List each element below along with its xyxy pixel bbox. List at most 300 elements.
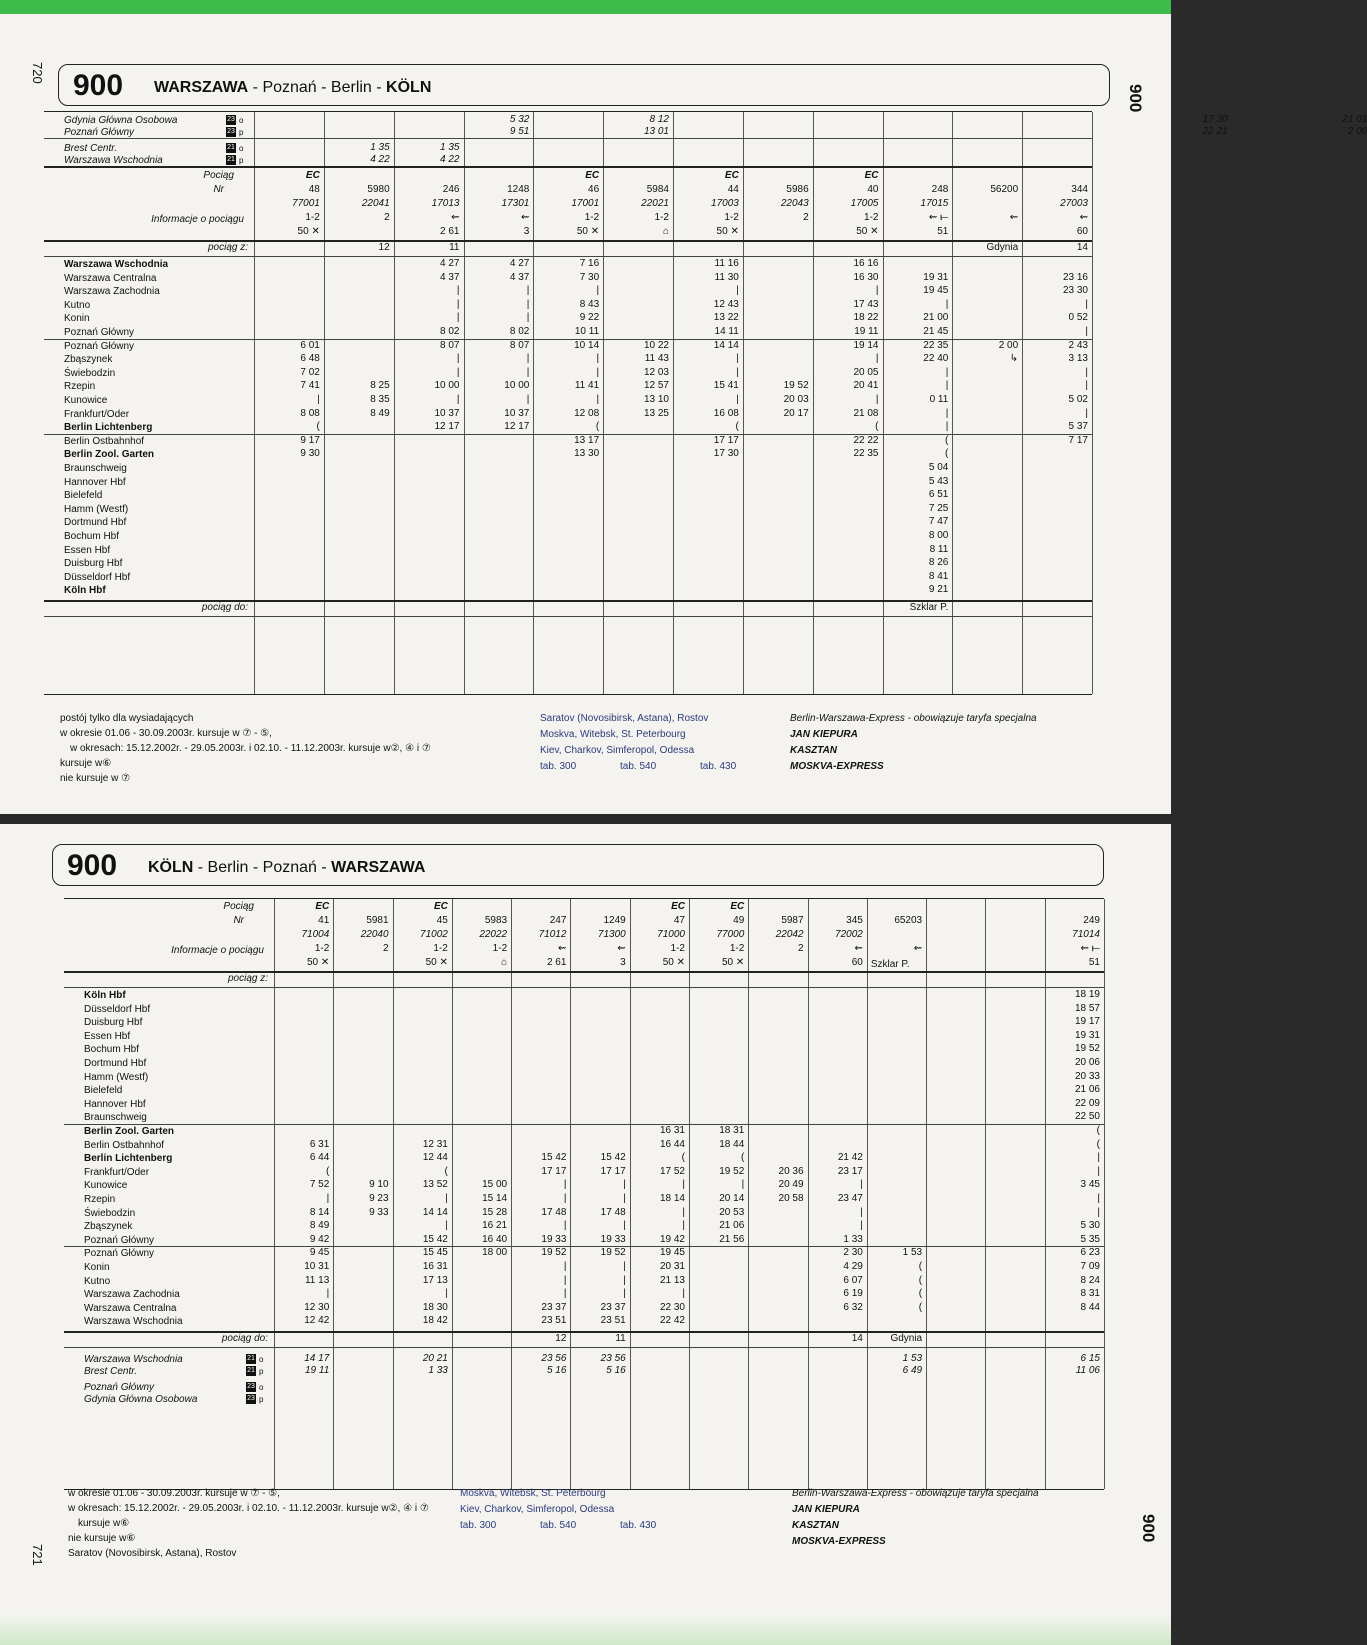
departure-time: |: [456, 353, 460, 365]
departure-time: 4 29: [843, 1261, 863, 1272]
departure-time: 18 42: [422, 1315, 448, 1327]
departure-time: 17 30: [713, 448, 739, 460]
connection-time: 13 01: [643, 126, 669, 137]
arr-dep-mark: o: [259, 1383, 264, 1392]
departure-time: 21 13: [659, 1274, 685, 1286]
table-ref-badge: 23: [227, 128, 235, 136]
departure-time: |: [623, 1274, 626, 1286]
departure-time: 20 41: [853, 380, 879, 392]
departure-time: 2 30: [843, 1247, 863, 1259]
train-category: EC: [585, 170, 600, 181]
departure-time: |: [445, 1288, 448, 1300]
departure-time: 0 52: [1068, 312, 1088, 324]
connection-station: Brest Centr.: [64, 143, 117, 154]
departure-time: |: [1097, 1165, 1100, 1177]
train-number: 5981: [366, 915, 389, 926]
station-name: Dortmund Hbf: [84, 1058, 147, 1069]
train-category: EC: [671, 901, 685, 912]
arr-dep-mark: p: [259, 1395, 264, 1404]
from-marker: 14: [1076, 242, 1088, 253]
train-class: ⇜: [1009, 212, 1019, 223]
departure-time: 19 52: [1074, 1043, 1100, 1055]
departure-time: 19 11: [854, 326, 879, 337]
departure-time: (: [918, 1261, 923, 1272]
departure-time: 21 56: [719, 1233, 745, 1245]
departure-time: |: [945, 421, 949, 433]
connection-station: Warszawa Wschodnia: [64, 155, 163, 166]
page-number: 721: [30, 1544, 45, 1566]
train-category: EC: [864, 170, 879, 181]
departure-time: (: [918, 1274, 923, 1286]
departure-time: |: [1097, 1193, 1100, 1204]
departure-time: 10 11: [574, 326, 600, 337]
departure-time: 6 31: [309, 1138, 330, 1150]
departure-time: |: [1097, 1152, 1100, 1164]
info-label: Informacje o pociągu: [171, 945, 264, 956]
departure-time: 19 33: [600, 1233, 626, 1245]
footnote: JAN KIEPURA: [790, 729, 858, 740]
train-code: 17003: [711, 198, 739, 209]
departure-time: 8 14: [309, 1206, 330, 1218]
station-name: Zbąszynek: [84, 1221, 133, 1233]
departure-time: 17 17: [541, 1165, 567, 1177]
departure-time: (: [444, 1165, 448, 1177]
departure-time: 12 03: [643, 366, 669, 378]
departure-time: 17 13: [422, 1274, 448, 1286]
departure-time: 9 23: [369, 1193, 389, 1204]
departure-time: 18 19: [1074, 989, 1100, 1000]
departure-time: (: [1096, 1138, 1100, 1150]
train-class: ⇜ ⟝: [928, 212, 949, 223]
station-name: Warszawa Centralna: [64, 272, 157, 284]
departure-time: 16 08: [713, 407, 739, 419]
departure-time: 21 00: [923, 312, 949, 324]
departure-time: 20 33: [1074, 1070, 1100, 1082]
departure-time: (: [1096, 1125, 1100, 1136]
departure-time: 15 41: [713, 380, 739, 392]
departure-time: 19 42: [659, 1233, 685, 1245]
train-code: 17013: [431, 198, 460, 209]
train-code: 71002: [420, 929, 448, 940]
departure-time: 19 52: [783, 380, 809, 392]
train-info: 50 ✕: [662, 957, 685, 968]
train-code: 22042: [775, 929, 804, 940]
train-class: ⇜: [451, 212, 460, 223]
departure-time: 5 37: [1068, 421, 1088, 433]
train-class: ⇜: [854, 943, 863, 954]
footnote: w okresach: 15.12.2002r. - 29.05.2003r. i 02.10. - 11.12.2003r. kursuje w②, ④ i ⑦: [70, 743, 431, 754]
departure-time: 10 37: [504, 407, 530, 419]
station-name: Berlin Lichtenberg: [64, 422, 153, 434]
departure-time: 18 30: [422, 1301, 448, 1313]
table-ref-badge: 23: [247, 1395, 255, 1403]
departure-time: 10 37: [434, 407, 460, 419]
departure-time: 8 44: [1080, 1301, 1100, 1313]
departure-time: |: [596, 366, 600, 378]
train-class: ⇜: [520, 212, 530, 223]
departure-time: 21 06: [719, 1220, 745, 1232]
train-info: 50 ✕: [856, 226, 879, 237]
rule: [44, 166, 1092, 168]
departure-time: 10 22: [643, 339, 669, 351]
departure-time: 14 11: [714, 326, 739, 337]
train-class: ⇜: [1079, 212, 1088, 223]
departure-time: |: [682, 1179, 685, 1191]
train-code: 17015: [920, 198, 949, 209]
departure-time: 16 21: [482, 1220, 508, 1232]
departure-time: |: [1085, 380, 1088, 392]
departure-time: 3 13: [1068, 353, 1088, 365]
departure-time: 8 35: [370, 394, 390, 405]
train-class: 1-2: [729, 943, 745, 954]
train-category: EC: [305, 170, 320, 181]
footnote: Saratov (Novosibirsk, Astana), Rostov: [540, 713, 709, 724]
table-header: [52, 844, 1104, 886]
departure-time: 7 17: [1068, 434, 1088, 446]
connection-station: Poznań Główny: [64, 127, 135, 138]
departure-time: |: [860, 1220, 863, 1232]
departure-time: |: [1085, 407, 1088, 419]
station-name: Rzepin: [84, 1194, 116, 1205]
departure-time: |: [596, 285, 600, 297]
departure-time: 8 08: [300, 407, 320, 419]
footnote: Moskva, Witebsk, St. Peterbourg: [540, 729, 686, 740]
departure-time: 5 43: [928, 475, 949, 487]
station-name: Świebodzin: [84, 1207, 136, 1219]
departure-time: 22 30: [659, 1301, 685, 1313]
station-name: Warszawa Wschodnia: [64, 259, 169, 270]
departure-time: 18 22: [853, 312, 879, 324]
departure-time: |: [736, 366, 739, 378]
to-marker: 14: [851, 1333, 863, 1344]
departure-time: 12 44: [422, 1152, 448, 1164]
departure-time: |: [563, 1179, 567, 1191]
departure-time: 13 30: [574, 448, 600, 460]
departure-time: 3 45: [1080, 1179, 1100, 1191]
departure-time: 8 07: [440, 339, 460, 351]
connection-time: 6 49: [902, 1365, 923, 1376]
footnote: nie kursuje w⑥: [68, 1533, 136, 1544]
departure-time: 15 45: [422, 1247, 448, 1259]
station-name: Berlin Ostbahnhof: [84, 1139, 165, 1151]
train-class: ⇜: [558, 943, 567, 954]
departure-time: (: [875, 421, 879, 433]
departure-time: |: [623, 1193, 626, 1204]
to-marker: 12: [555, 1333, 567, 1344]
departure-time: 8 43: [579, 298, 600, 310]
departure-time: 23 51: [541, 1315, 567, 1327]
footnote: KASZTAN: [792, 1520, 840, 1531]
departure-time: |: [456, 298, 460, 310]
station-name: Kunowice: [64, 395, 108, 406]
footnote: JAN KIEPURA: [792, 1504, 860, 1515]
departure-time: |: [623, 1179, 626, 1191]
departure-time: 11 43: [644, 353, 669, 365]
train-info: 3: [523, 226, 530, 237]
footnote: postój tylko dla wysiadających: [60, 713, 194, 724]
station-name: Kutno: [84, 1275, 111, 1287]
station-name: Essen Hbf: [64, 544, 111, 556]
departure-time: 5 30: [1080, 1220, 1100, 1232]
train-code: 22022: [479, 929, 508, 940]
station-name: Köln Hbf: [84, 990, 126, 1001]
departure-time: 19 14: [853, 339, 879, 351]
page-number: 720: [30, 62, 45, 84]
departure-time: 14 14: [713, 339, 739, 351]
departure-time: 13 25: [643, 407, 669, 419]
departure-time: 4 37: [440, 271, 460, 283]
train-info: 50 ✕: [297, 226, 320, 237]
train-number: 246: [442, 184, 460, 195]
departure-time: 18 14: [659, 1193, 685, 1204]
departure-time: |: [563, 1261, 567, 1272]
connection-time: 8 12: [649, 114, 669, 125]
train-code: 27003: [1060, 198, 1088, 209]
departure-time: |: [563, 1274, 567, 1286]
train-code: 17001: [571, 198, 600, 209]
table-ref-badge: 21: [247, 1367, 255, 1375]
departure-time: 6 32: [843, 1301, 863, 1313]
departure-time: 12 17: [504, 421, 530, 433]
train-info: 50 ✕: [722, 957, 745, 968]
departure-time: 22 22: [853, 434, 879, 446]
connection-time: 1 53: [902, 1353, 923, 1364]
departure-time: (: [918, 1288, 923, 1300]
departure-time: (: [944, 434, 949, 446]
train-number: 5986: [786, 184, 809, 195]
departure-time: |: [875, 394, 879, 405]
station-name: Poznań Główny: [64, 327, 135, 338]
station-name: Duisburg Hbf: [84, 1017, 143, 1029]
departure-time: |: [526, 298, 530, 310]
train-number: 45: [436, 915, 448, 926]
connection-time: 5 32: [509, 114, 530, 125]
departure-time: 8 41: [928, 570, 949, 582]
departure-time: |: [526, 366, 530, 378]
departure-time: 23 17: [837, 1165, 863, 1177]
connection-station: Gdynia Główna Osobowa: [84, 1394, 198, 1405]
departure-time: 23 16: [1062, 271, 1088, 283]
departure-time: 9 21: [928, 584, 949, 596]
timetable-grid: [64, 898, 1104, 1490]
departure-time: |: [623, 1288, 626, 1300]
departure-time: 9 30: [300, 448, 320, 460]
footnote: MOSKVA-EXPRESS: [792, 1536, 886, 1547]
train-code: 22041: [361, 198, 390, 209]
departure-time: 16 16: [853, 258, 879, 269]
departure-time: 15 42: [541, 1152, 567, 1164]
departure-time: |: [456, 366, 460, 378]
departure-time: 6 19: [843, 1288, 863, 1300]
nr-label: Nr: [233, 915, 244, 926]
departure-time: 20 17: [783, 407, 809, 419]
connection-time: 14 17: [304, 1353, 330, 1364]
departure-time: 22 09: [1074, 1097, 1100, 1109]
station-name: Bielefeld: [64, 490, 103, 502]
departure-time: 16 31: [422, 1261, 448, 1272]
train-info: 50 ✕: [716, 226, 739, 237]
footnote: Saratov (Novosibirsk, Astana), Rostov: [68, 1548, 237, 1559]
column-rule: [952, 112, 953, 694]
departure-time: 13 22: [713, 312, 739, 324]
departure-time: 19 31: [1074, 1029, 1100, 1041]
station-name: Warszawa Centralna: [84, 1302, 177, 1314]
train-info: 60: [1076, 226, 1088, 237]
departure-time: 20 06: [1074, 1057, 1100, 1068]
departure-time: 7 16: [579, 258, 600, 269]
departure-time: |: [623, 1261, 626, 1272]
departure-time: 12 30: [304, 1301, 330, 1313]
train-info: 50 ✕: [425, 957, 448, 968]
departure-time: 1 33: [843, 1233, 863, 1245]
departure-time: 21 42: [837, 1152, 863, 1164]
connection-time: 5 16: [546, 1365, 567, 1376]
departure-time: |: [445, 1220, 448, 1232]
departure-time: (: [316, 421, 320, 433]
arr-dep-mark: p: [239, 156, 244, 165]
departure-time: 9 42: [309, 1233, 330, 1245]
station-name: Rzepin: [64, 381, 96, 393]
arr-dep-mark: o: [239, 144, 244, 153]
departure-time: 7 02: [300, 366, 320, 378]
train-class: 2: [798, 943, 804, 954]
departure-time: 8 49: [309, 1220, 330, 1232]
departure-time: 19 33: [541, 1233, 567, 1245]
departure-time: |: [682, 1220, 685, 1232]
rule: [44, 616, 1092, 617]
train-number: 248: [931, 184, 949, 195]
connection-time: 17 30: [1202, 114, 1228, 125]
station-name: Warszawa Zachodnia: [84, 1289, 180, 1301]
train-number: 49: [733, 915, 745, 926]
timetable-page-721: [0, 824, 1171, 1645]
train-class: 2: [803, 212, 809, 223]
train-info: 50 ✕: [576, 226, 600, 237]
departure-time: (: [735, 421, 739, 433]
connection-time: 21 01: [1342, 114, 1367, 125]
train-number: 1248: [507, 184, 530, 195]
departure-time: 12 57: [643, 380, 669, 392]
train-code: 22043: [780, 198, 809, 209]
train-class: ⇜: [913, 943, 923, 954]
connection-badge: [246, 1393, 263, 1407]
departure-time: |: [736, 353, 739, 365]
departure-time: 19 17: [1074, 1016, 1100, 1028]
train-number: 40: [867, 184, 879, 195]
train-code: 71300: [597, 929, 626, 940]
footnote: kursuje w⑥: [78, 1518, 130, 1529]
departure-time: |: [682, 1206, 685, 1218]
station-name: Konin: [64, 313, 90, 325]
departure-time: |: [563, 1288, 567, 1300]
train-class: 2: [384, 212, 390, 223]
connection-time: 1 35: [370, 142, 390, 153]
train-number: 5980: [367, 184, 390, 195]
rule: [64, 1124, 1104, 1125]
departure-time: |: [945, 407, 949, 419]
connection-time: 4 22: [370, 154, 390, 165]
train-class: 1-2: [584, 212, 600, 223]
departure-time: 8 31: [1080, 1288, 1100, 1300]
departure-time: 5 04: [928, 462, 949, 473]
train-number: 5984: [646, 184, 669, 195]
footnote: Moskva, Witebsk, St. Peterbourg: [460, 1488, 606, 1499]
station-name: Braunschweig: [64, 463, 127, 474]
station-name: Poznań Główny: [84, 1234, 155, 1246]
train-number: 249: [1083, 915, 1100, 926]
departure-time: 7 25: [928, 502, 949, 514]
departure-time: 4 27: [440, 258, 460, 269]
table-number: 900: [73, 69, 124, 102]
departure-time: 10 00: [504, 380, 530, 392]
train-info: 51: [937, 226, 949, 237]
footnote: tab. 300: [540, 761, 577, 772]
station-name: Warszawa Wschodnia: [84, 1316, 183, 1328]
departure-time: 20 05: [853, 366, 879, 378]
connection-time: 20 21: [422, 1353, 448, 1364]
departure-time: |: [945, 380, 949, 392]
footnote: tab. 430: [620, 1520, 657, 1531]
train-code: 22040: [360, 929, 389, 940]
train-code: 77001: [292, 198, 320, 209]
train-number: 47: [673, 915, 685, 926]
train-number: 44: [727, 184, 739, 195]
train-code: 71004: [301, 929, 330, 940]
connection-time: 19 11: [304, 1365, 330, 1376]
departure-time: 8 26: [928, 557, 949, 569]
departure-time: |: [682, 1288, 685, 1300]
connection-station: Brest Centr.: [84, 1366, 137, 1377]
train-code: 22021: [641, 198, 669, 209]
station-name: Berlin Lichtenberg: [84, 1153, 173, 1165]
departure-time: 22 40: [923, 353, 949, 365]
departure-time: 20 03: [783, 394, 809, 405]
train-class: 1-2: [433, 943, 448, 954]
station-name: Warszawa Zachodnia: [64, 286, 160, 298]
station-name: Bochum Hbf: [64, 531, 120, 542]
pociag-label: Pociąg: [223, 901, 254, 912]
train-number: 247: [549, 915, 567, 926]
train-class: 1-2: [314, 943, 330, 954]
departure-time: 23 37: [541, 1301, 567, 1313]
station-name: Hannover Hbf: [64, 476, 126, 488]
departure-time: |: [326, 1193, 330, 1204]
station-name: Berlin Zool. Garten: [84, 1126, 175, 1137]
departure-time: |: [875, 353, 879, 365]
departure-time: (: [944, 448, 949, 460]
departure-time: (: [325, 1165, 330, 1177]
departure-time: 12 42: [304, 1315, 330, 1327]
departure-time: (: [740, 1152, 745, 1164]
nr-label: Nr: [213, 184, 224, 195]
departure-time: 17 43: [853, 298, 879, 310]
connection-time: 5 16: [606, 1365, 626, 1376]
departure-time: 17 48: [541, 1206, 567, 1218]
departure-time: 8 11: [929, 543, 949, 555]
rule: [44, 138, 1092, 139]
footnote: tab. 300: [460, 1520, 497, 1531]
train-code: 17301: [501, 198, 530, 209]
footnote: MOSKVA-EXPRESS: [790, 761, 884, 772]
arr-dep-mark: p: [259, 1367, 264, 1376]
departure-time: 13 10: [643, 394, 669, 405]
train-class: 1-2: [654, 212, 669, 223]
departure-time: 5 35: [1080, 1233, 1100, 1245]
departure-time: 15 42: [600, 1152, 626, 1164]
train-number: 5983: [484, 915, 508, 926]
departure-time: |: [596, 353, 600, 365]
departure-time: 5 02: [1068, 394, 1088, 405]
